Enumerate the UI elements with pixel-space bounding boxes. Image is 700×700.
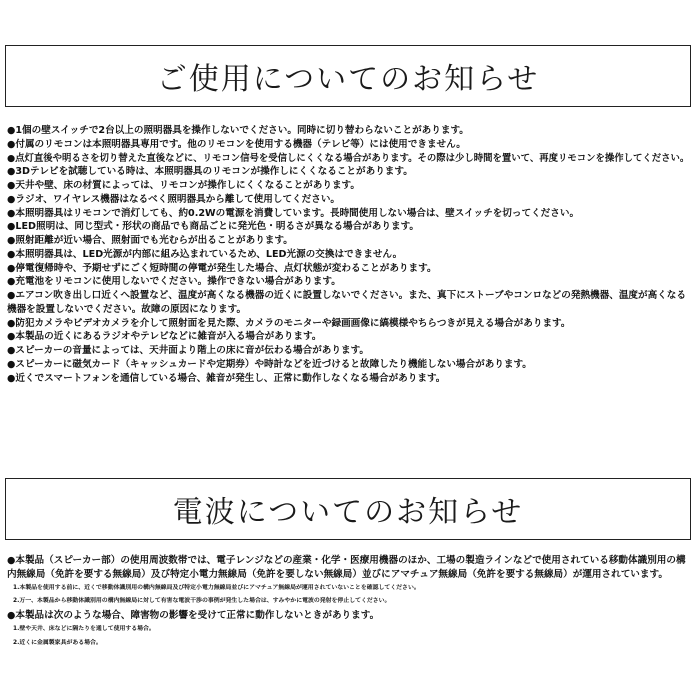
notice-item: ●エアコン吹き出し口近くへ設置など、温度が高くなる機器の近くに設置しないでください。また、真下にストーブやコンロなどの発熱機器、温度が高くなる機器を設置しないでください。故障の原因になります。: [7, 290, 686, 315]
notice-item: ●天井や壁、床の材質によっては、リモコンが操作しにくくなることがあります。: [7, 180, 360, 191]
radio-notice-title-box: [5, 478, 691, 540]
notice-item: ●1個の壁スイッチで2台以上の照明器具を操作しないでください。同時に切り替わらないことがあります。: [7, 125, 469, 136]
radio-notice-title: 電波についてのお知らせ: [172, 495, 524, 530]
usage-notice-title: ご使用についてのお知らせ: [156, 62, 540, 97]
notice-item: ●近くでスマートフォンを通信している場合、雑音が発生し、正常に動作しなくなる場合があります。: [7, 372, 446, 384]
notice-item: ●点灯直後や明るさを切り替えた直後などに、リモコン信号を受信しにくくなる場合があります。その際は少し時間を置いて、再度リモコンを操作してください。: [7, 152, 690, 164]
notice-item: ●3Dテレビを試聴している時は、本照明器具のリモコンが操作しにくくなることがあります。: [7, 166, 413, 178]
notice-item: ●防犯カメラやビデオカメラを介して照射面を見た際、カメラのモニターや録画画像に縞模様やちらつきが見える場合があります。: [7, 317, 571, 329]
notice-item: ●照射距離が近い場合、照射面でも光むらが出ることがあります。: [7, 235, 293, 246]
radio-notice-item: ●本製品（スピーカー部）の使用周波数帯では、電子レンジなどの産業・化学・医療用機器のほか、工場の製造ラインなどで使用されている移動体識別用の構内無線局（免許を要する無線局）及び特定小電力無線局（免許を要しない無線局）並びにアマチュア無線局（免許を要する無線局）が運用されています。: [7, 555, 686, 580]
notice-item: ●本照明器具は、LED光源が内部に組み込まれているため、LED光源の交換はできません。: [7, 248, 403, 260]
notice-item: ●本製品の近くにあるラジオやテレビなどに雑音が入る場合があります。: [7, 331, 322, 343]
usage-notice-list: [7, 124, 695, 385]
notice-item: ●本照明器具はリモコンで消灯しても、約0.2Wの電源を消費しています。長時間使用しない場合は、壁スイッチを切ってください。: [7, 207, 580, 219]
usage-notice-title-box: [5, 45, 691, 107]
radio-notice-subitem: 2.近くに金属製家具がある場合。: [13, 639, 102, 646]
radio-notice-item: ●本製品は次のような場合、障害物の影響を受けて正常に動作しないときがあります。: [7, 610, 380, 621]
radio-notice-subitem: 2.万一、本製品から移動体識別用の構内無線局に対して有害な電波干渉の事例が発生した場合は、すみやかに電波の発射を停止してください。: [13, 598, 391, 605]
radio-notice-subitem: 1.壁や天井、床などに隔たりを通して使用する場合。: [13, 625, 155, 632]
notice-item: ●スピーカーの音量によっては、天井面より階上の床に音が伝わる場合があります。: [7, 345, 369, 356]
radio-notice-list: [7, 554, 695, 650]
notice-item: ●LED照明は、同じ型式・形状の商品でも商品ごとに発光色・明るさが異なる場合があります。: [7, 221, 419, 233]
notice-item: ●スピーカーに磁気カード（キャッシュカードや定期券）や時計などを近づけると故障したり機能しない場合があります。: [7, 358, 532, 370]
radio-notice-subitem: 1.本製品を使用する前に、近くで移動体識別用の構内無線局及び特定小電力無線局並びにアマチュア無線局が運用されていないことを確認してください。: [13, 584, 420, 591]
notice-item: ●ラジオ、ワイヤレス機器はなるべく照明器具から離して使用してください。: [7, 193, 341, 205]
notice-item: ●付属のリモコンは本照明器具専用です。他のリモコンを使用する機器（テレビ等）には使用できません。: [7, 138, 466, 150]
notice-item: ●充電池をリモコンに使用しないでください。操作できない場合があります。: [7, 276, 341, 288]
notice-item: ●停電復帰時や、予期せずにごく短時間の停電が発生した場合、点灯状態が変わることがあります。: [7, 262, 437, 274]
